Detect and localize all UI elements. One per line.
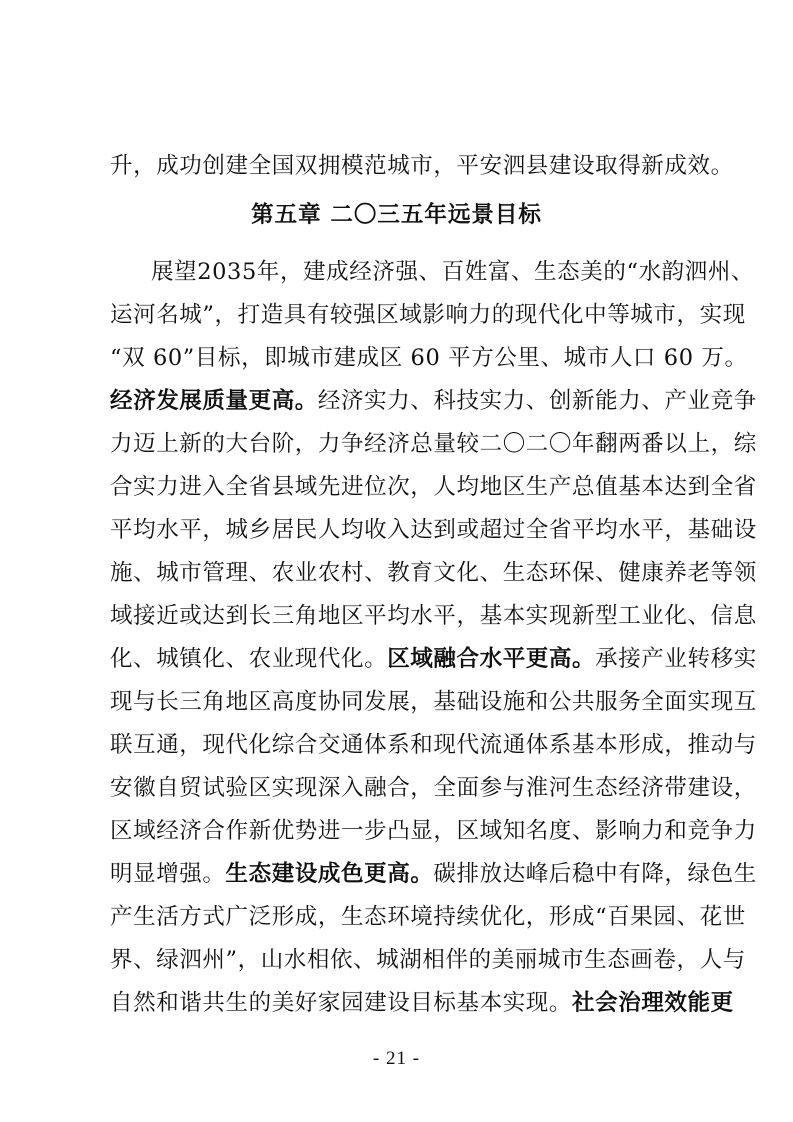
text-line — [151, 254, 755, 290]
text-line — [110, 512, 757, 548]
line-text: 运河名城”，打造具有较强区域影响力的现代化中等城市，实现 — [110, 302, 746, 328]
line-text: 平均水平，城乡居民人均收入达到或超过全省平均水平，基础设 — [110, 517, 757, 543]
line-text: 区域经济合作新优势进一步凸显，区域知名度、影响力和竞争力 — [110, 818, 757, 844]
text-line — [110, 727, 757, 763]
text-line — [110, 856, 757, 892]
page-number: - 21 - — [372, 1048, 421, 1069]
line-text: 展望2035年，建成经济强、百姓富、生态美的“水韵泗州、 — [151, 259, 755, 285]
economy-heading: 经济发展质量更高。 — [110, 388, 318, 414]
line-text: 自然和谐共生的美好家园建设目标基本实现。 — [110, 990, 573, 1016]
text-line — [110, 684, 757, 720]
text-line — [110, 942, 746, 978]
line-text: 安徽自贸试验区实现深入融合，全面参与淮河生态经济带建设， — [110, 775, 757, 801]
line-text: “双 60”目标，即城市建成区 60 平方公里、城市人口 60 万。 — [110, 345, 748, 371]
line-text: 施、城市管理、农业农村、教育文化、生态环保、健康养老等领 — [110, 560, 757, 586]
text-line — [110, 297, 746, 333]
text-line — [110, 899, 746, 935]
text-line — [110, 770, 757, 806]
line-text: 合实力进入全省县域先进位次，人均地区生产总值基本达到全省 — [110, 474, 757, 500]
text-line — [110, 598, 757, 634]
chapter-title: 第五章 二〇三五年远景目标 — [251, 202, 542, 228]
line-text: 升，成功创建全国双拥模范城市，平安泗县建设取得新成效。 — [110, 153, 734, 179]
line-text: 界、绿泗州”，山水相依、城湖相伴的美丽城市生态画卷，人与 — [110, 947, 746, 973]
text-line — [110, 469, 757, 505]
text-line — [110, 985, 734, 1021]
text-line — [110, 426, 757, 462]
ecology-heading: 生态建设成色更高。 — [225, 861, 434, 887]
line-text: 域接近或达到长三角地区平均水平，基本实现新型工业化、信息 — [110, 603, 757, 629]
line-text: 碳排放达峰后稳中有降，绿色生 — [433, 861, 757, 887]
region-heading: 区域融合水平更高。 — [387, 646, 596, 672]
line-text: 力迈上新的大台阶，力争经济总量较二〇二〇年翻两番以上，综 — [110, 431, 757, 457]
text-line — [110, 383, 757, 419]
line-text: 现与长三角地区高度协同发展，基础设施和公共服务全面实现互 — [110, 689, 757, 715]
line-text: 产生活方式广泛形成，生态环境持续优化，形成“百果园、花世 — [110, 904, 746, 930]
text-line — [110, 555, 757, 591]
line-text: 联互通，现代化综合交通体系和现代流通体系基本形成，推动与 — [110, 732, 757, 758]
line-text: 承接产业转移实 — [595, 646, 757, 672]
line-text: 化、城镇化、农业现代化。 — [110, 646, 388, 672]
governance-heading: 社会治理效能更 — [572, 990, 734, 1016]
text-line — [110, 340, 748, 376]
text-line — [110, 148, 734, 184]
line-text: 经济实力、科技实力、创新能力、产业竞争 — [317, 388, 757, 414]
text-line — [110, 813, 757, 849]
text-line — [110, 641, 757, 677]
line-text: 明显增强。 — [110, 861, 226, 887]
